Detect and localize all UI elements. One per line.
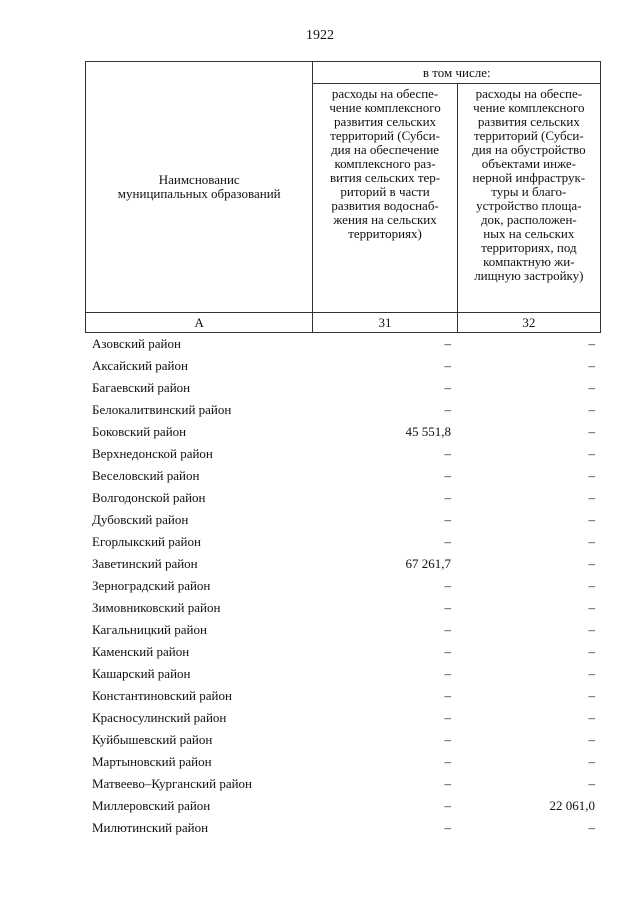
index-cell-32: 32 (457, 313, 600, 333)
row-name: Зерноградский район (92, 578, 211, 593)
row-value-32: – (588, 424, 595, 439)
table-row (85, 685, 601, 707)
row-value-32: – (588, 710, 595, 725)
row-value-31: – (444, 336, 451, 351)
row-value-31: – (444, 380, 451, 395)
row-value-31: – (444, 688, 451, 703)
table-row (85, 751, 601, 773)
row-name: Заветинский район (92, 556, 198, 571)
table-row (85, 817, 601, 839)
row-value-31: – (444, 710, 451, 725)
row-value-32: – (588, 556, 595, 571)
row-value-32: – (588, 512, 595, 527)
row-value-31: – (444, 578, 451, 593)
row-value-32: – (588, 754, 595, 769)
row-value-32: – (588, 578, 595, 593)
table-row (85, 729, 601, 751)
row-name: Константиновский район (92, 688, 232, 703)
table-header (85, 61, 601, 333)
row-value-32: – (588, 732, 595, 747)
table-row (85, 333, 601, 355)
row-name: Красносулинский район (92, 710, 227, 725)
row-value-31: – (444, 402, 451, 417)
table-row (85, 465, 601, 487)
row-name: Егорлыкский район (92, 534, 201, 549)
row-name: Багаевский район (92, 380, 191, 395)
row-value-32: – (588, 336, 595, 351)
row-name: Волгодонской район (92, 490, 206, 505)
row-value-31: – (444, 600, 451, 615)
row-value-32: – (588, 380, 595, 395)
table-row (85, 619, 601, 641)
table-row (85, 399, 601, 421)
row-value-32: – (588, 490, 595, 505)
table-row (85, 575, 601, 597)
index-cell-31: 31 (313, 313, 457, 333)
table-row (85, 795, 601, 817)
row-name: Милютинский район (92, 820, 209, 835)
row-name: Миллеровский район (92, 798, 211, 813)
row-value-32: – (588, 534, 595, 549)
index-cell-a: А (86, 313, 313, 333)
table-row (85, 509, 601, 531)
row-name: Зимовниковский район (92, 600, 221, 615)
table-row (85, 597, 601, 619)
row-value-31: – (444, 754, 451, 769)
row-value-32: – (588, 666, 595, 681)
row-value-32: – (588, 644, 595, 659)
header-table (85, 61, 601, 333)
row-value-32: – (588, 402, 595, 417)
row-name: Дубовский район (92, 512, 189, 527)
table-row (85, 421, 601, 443)
table-row (85, 355, 601, 377)
row-value-31: 45 551,8 (405, 424, 451, 439)
column-31-header: расходы на обеспе- чение комплексного развития сельских территорий (Субси- дия на обеспечение комплексного раз- вития сельских тер- риторий в части развития водоснаб- жения на сельских территориях) (313, 84, 457, 313)
row-value-31: – (444, 622, 451, 637)
row-value-31: – (444, 358, 451, 373)
row-name: Мартыновский район (92, 754, 212, 769)
row-value-32: – (588, 820, 595, 835)
name-column-header: Наимснованис муниципальных образований (86, 62, 313, 313)
row-value-31: – (444, 798, 451, 813)
column-32-header: расходы на обеспе- чение комплексного развития сельских территорий (Субси- дия на обустройство объектами инже- нерной инфраструк- туры и благо- устройство площа- док, расположен- ных на сельских территориях, под компактную жи- лищную застройку) (457, 84, 600, 313)
row-name: Кагальницкий район (92, 622, 207, 637)
row-name: Куйбышевский район (92, 732, 213, 747)
row-value-32: 22 061,0 (549, 798, 595, 813)
row-value-32: – (588, 358, 595, 373)
row-name: Кашарский район (92, 666, 191, 681)
row-value-31: – (444, 666, 451, 681)
row-value-31: – (444, 534, 451, 549)
row-value-31: 67 261,7 (405, 556, 451, 571)
row-value-31: – (444, 512, 451, 527)
table-row (85, 487, 601, 509)
row-value-31: – (444, 468, 451, 483)
row-name: Боковский район (92, 424, 187, 439)
table-body (85, 333, 601, 839)
table-row (85, 377, 601, 399)
table-row (85, 531, 601, 553)
row-name: Веселовский район (92, 468, 200, 483)
row-name: Матвеево–Курганский район (92, 776, 253, 791)
table-row (85, 663, 601, 685)
row-value-32: – (588, 600, 595, 615)
row-value-31: – (444, 820, 451, 835)
row-name: Белокалитвинский район (92, 402, 232, 417)
row-name: Верхнедонской район (92, 446, 213, 461)
row-value-31: – (444, 446, 451, 461)
group-header: в том числе: (313, 62, 601, 84)
row-value-31: – (444, 644, 451, 659)
row-value-31: – (444, 732, 451, 747)
row-value-31: – (444, 776, 451, 791)
row-value-31: – (444, 490, 451, 505)
row-value-32: – (588, 622, 595, 637)
row-value-32: – (588, 446, 595, 461)
page-number: 1922 (306, 28, 334, 43)
row-name: Каменский район (92, 644, 190, 659)
table-row (85, 553, 601, 575)
row-value-32: – (588, 688, 595, 703)
table-row (85, 641, 601, 663)
table-row (85, 773, 601, 795)
table-row (85, 707, 601, 729)
table-row (85, 443, 601, 465)
row-name: Азовский район (92, 336, 181, 351)
row-value-32: – (588, 776, 595, 791)
row-name: Аксайский район (92, 358, 188, 373)
row-value-32: – (588, 468, 595, 483)
